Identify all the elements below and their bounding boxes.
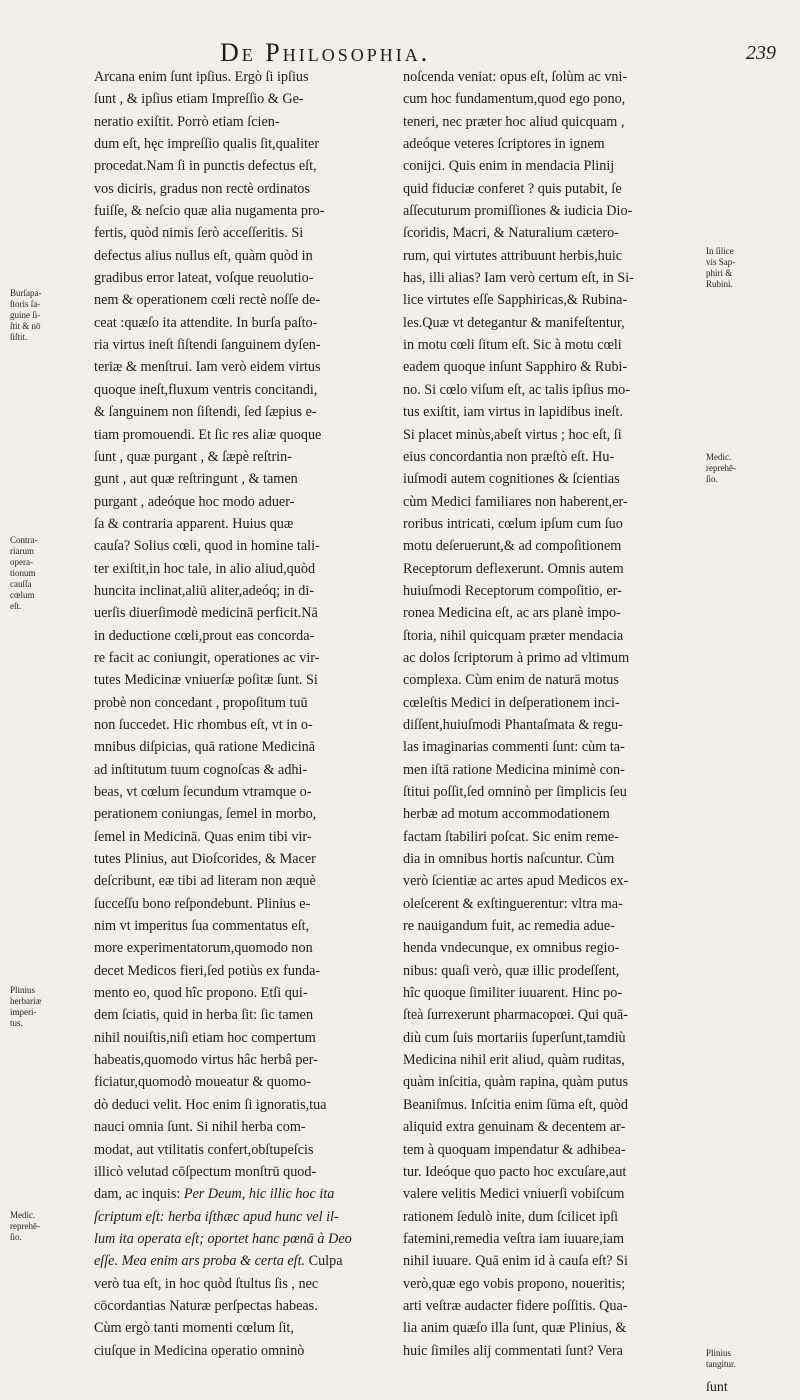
right-line: men iſtā ratione Medicina minimè con- bbox=[403, 761, 625, 778]
right-line: quàm inſcitia, quàm rapina, quàm putus bbox=[403, 1074, 628, 1091]
left-line: probè non concedant , propoſitum tuū bbox=[94, 694, 308, 711]
left-line: illicò velutad cōſpectum monſtrū quod- bbox=[94, 1163, 317, 1180]
right-line: cœleſtis Medici in deſperationem inci- bbox=[403, 694, 620, 711]
right-line: fatemini,remedia veſtra iam iuuare,iam bbox=[403, 1230, 624, 1247]
margin-note-line: guine ſi- bbox=[10, 310, 41, 320]
left-line: cōcordantias Naturæ perſpectas habeas. bbox=[94, 1297, 318, 1314]
right-line: tem à quoquam impendatur & adhibea- bbox=[403, 1141, 626, 1158]
right-line: rationem ſedulò inite, dum ſcilicet ipſi bbox=[403, 1208, 619, 1225]
right-line: verò ſcientiæ ac artes apud Medicos ex- bbox=[403, 873, 629, 890]
left-line: beas, vt cœlum ſecundum vtramque o- bbox=[94, 784, 312, 800]
right-line: ſcoridis, Macri, & Naturalium cætero- bbox=[403, 225, 619, 242]
left-line: verò tua eſt, in hoc quòd ſtultus ſis , nec bbox=[94, 1275, 319, 1292]
right-line: Receptorum deflexerunt. Omnis autem bbox=[403, 560, 624, 577]
left-line: ſcriptum eſt: herba iſthæc apud hunc vel il- bbox=[94, 1208, 339, 1225]
right-line: motu deſeruerunt,& ad compoſitionem bbox=[403, 538, 622, 555]
left-line: tutes Medicinæ vniuerſæ poſitæ ſunt. Si bbox=[94, 672, 318, 689]
margin-note-line: reprehē- bbox=[706, 463, 736, 473]
right-line: re nauigandum fuit, ac remedia adue- bbox=[403, 918, 615, 935]
page-number: 239 bbox=[746, 42, 776, 64]
margin-note-line: Medic. bbox=[706, 452, 732, 462]
margin-note-line: tangitur. bbox=[706, 1359, 736, 1369]
left-line: defectus alius nullus eſt, quàm quòd in bbox=[94, 247, 313, 264]
right-line: roribus intricati, cœlum ipſum cum ſuo bbox=[403, 515, 623, 532]
left-line: lum ita operata eſt; oportet hanc pœnā à Deo bbox=[94, 1230, 352, 1247]
right-line: las imaginarias commenti ſunt: cùm ta- bbox=[403, 739, 625, 756]
left-line: nauci omnia ſunt. Si nihil herba com- bbox=[94, 1119, 306, 1136]
right-line: cùm Medici familiares non haberent,er- bbox=[403, 493, 628, 510]
margin-note-line: phiri & bbox=[706, 268, 733, 278]
margin-note-line: Plinius bbox=[10, 985, 36, 995]
left-line: ſunt , & ipſius etiam Impreſſio & Ge- bbox=[94, 91, 304, 108]
left-line: tiam promouendi. Et ſic res aliæ quoque bbox=[94, 426, 322, 443]
margin-note-line: tionum bbox=[10, 568, 36, 578]
left-line: mento eo, quod hîc propono. Etſi qui- bbox=[94, 985, 308, 1002]
left-line: neratio exiſtit. Porrò etiam ſcien- bbox=[94, 113, 280, 130]
right-line: lia anim quæſo illa ſunt, quæ Plinius, & bbox=[403, 1320, 627, 1337]
right-line: ſtitui poſſit,ſed omninò per ſimplicis ſeu bbox=[403, 784, 627, 800]
left-line: uerſis diuerſimodè medicinā perficit.Nā bbox=[94, 605, 318, 622]
right-line: noſcenda veniat: opus eſt, ſolùm ac vni- bbox=[403, 69, 628, 85]
margin-note-medic-reprehensio-left bbox=[10, 1210, 90, 1243]
right-line: cum hoc fundamentum,quod ego pono, bbox=[403, 91, 626, 108]
italic-quote-end: eſſe. Mea enim ars proba & certa eſt. bbox=[94, 1253, 306, 1270]
left-line: perationem coniungas, ſemel in morbo, bbox=[94, 806, 317, 823]
left-line: modat, aut vtilitatis confert,obſtupeſcis bbox=[94, 1141, 314, 1158]
margin-note-line: vis Sap- bbox=[706, 257, 736, 267]
right-line: les.Quæ vt detegantur & manifeſtentur, bbox=[403, 314, 625, 331]
margin-note-medic-reprehensio-right bbox=[706, 452, 796, 485]
right-line: conijci. Quis enim in mendacia Plinij bbox=[403, 158, 615, 175]
left-line: decet Medicos fieri,ſed potiùs ex funda- bbox=[94, 962, 321, 979]
left-line: ſa & contraria apparent. Huius quæ bbox=[94, 515, 294, 532]
margin-note-line: herbariæ bbox=[10, 996, 42, 1006]
margin-note-in-silice bbox=[706, 246, 796, 290]
margin-note-line: imperi- bbox=[10, 1007, 37, 1017]
right-line: henda vndecunque, ex omnibus regio- bbox=[403, 940, 620, 957]
left-line: vos diciris, gradus non rectè ordinatos bbox=[94, 180, 310, 197]
right-line: teneri, nec præter hoc aliud quicquam , bbox=[403, 113, 625, 130]
margin-note-contrariarum bbox=[10, 535, 90, 612]
left-line: nem & operationem cœli rectè noſſe de- bbox=[94, 292, 321, 309]
left-line: mnibus diſpicias, quā ratione Medicinā bbox=[94, 739, 316, 756]
right-line: ac dolos ſcriptorum à primo ad vltimum bbox=[403, 649, 630, 666]
left-line: deſcribunt, eæ tibi ad literam non æquè bbox=[94, 873, 316, 890]
margin-note-line: ſio. bbox=[10, 1232, 22, 1242]
right-line: arti veſtræ audacter fidere poſſitis. Qua- bbox=[403, 1297, 628, 1314]
right-line: has, illi alias? Iam verò certum eſt, in Si- bbox=[403, 270, 634, 287]
margin-note-line: reprehē- bbox=[10, 1221, 40, 1231]
right-line: nihil iuuare. Quā enim id à cauſa eſt? Si bbox=[403, 1253, 628, 1270]
left-line: ceat :quæſo ita attendite. In burſa paſto- bbox=[94, 314, 318, 331]
right-line: valere velitis Medici vniuerſi vobiſcum bbox=[403, 1186, 625, 1203]
left-line: purgant , adeóque hoc modo aduer- bbox=[94, 493, 295, 510]
left-line bbox=[94, 1250, 384, 1272]
margin-note-line: Burſapa- bbox=[10, 288, 42, 298]
right-line: no. Si cœlo viſum eſt, ac talis ipſius mo- bbox=[403, 381, 630, 398]
right-line: herbæ ad motum accommodationem bbox=[403, 806, 610, 823]
right-line: nibus: quaſi verò, quæ illic prodeſſent, bbox=[403, 962, 620, 979]
margin-note-line: Medic. bbox=[10, 1210, 36, 1220]
left-line: ria virtus ineſt ſiſtendi ſanguinem dyſen- bbox=[94, 337, 321, 354]
left-line: Cùm ergò tanti momenti cœlum ſit, bbox=[94, 1320, 294, 1337]
right-line: huiuſmodi Receptorum compoſitio, er- bbox=[403, 582, 622, 599]
right-line: rum, qui virtutes attribuunt herbis,huic bbox=[403, 247, 623, 264]
catchword: ſunt bbox=[706, 1380, 728, 1395]
right-line: hîc quoque ſimiliter iuuarent. Hinc po- bbox=[403, 985, 623, 1002]
left-line: ficiatur,quomodò moueatur & quomo- bbox=[94, 1074, 311, 1091]
left-line: dam, ac inquis: Per Deum, hic illic hoc ita bbox=[94, 1186, 335, 1203]
left-line: nihil nouiſtis,niſi etiam hoc compertum bbox=[94, 1029, 316, 1046]
left-line: fuiſſe, & neſcio quæ alia nugamenta pro- bbox=[94, 203, 325, 220]
right-line: in motu cœli ſitum eſt. Sic à motu cœli bbox=[403, 337, 622, 354]
left-line: gunt , aut quæ reſtringunt , & tamen bbox=[94, 471, 298, 488]
margin-note-line: opera- bbox=[10, 557, 33, 567]
left-line: huncita inclinat,aliū aliter,adeóq; in di- bbox=[94, 582, 315, 599]
left-line: procedat.Nam ſi in punctis defectus eſt, bbox=[94, 158, 317, 175]
left-line: ſucceſſu bono reſpondebunt. Plinius e- bbox=[94, 895, 311, 912]
margin-note-line: ſiſtit. bbox=[10, 332, 28, 342]
left-line: gradibus error lateat, voſque reuolutio- bbox=[94, 270, 314, 287]
right-line: dia in omnibus hortis naſcuntur. Cùm bbox=[403, 851, 615, 868]
right-line: factam ſtabiliri poſcat. Sic enim reme- bbox=[403, 828, 619, 845]
margin-note-plinius-tangitur bbox=[706, 1348, 796, 1370]
margin-note-line: cauſſa bbox=[10, 579, 32, 589]
left-line: dem ſciatis, quid in herba ſit: ſic tamen bbox=[94, 1007, 314, 1024]
margin-note-line: Rubini. bbox=[706, 279, 733, 289]
right-line: aliquid extra genuinam & decentem ar- bbox=[403, 1119, 626, 1136]
right-line: complexa. Cùm enim de naturā motus bbox=[403, 672, 619, 689]
left-line: ciuſque in Medicina operatio omninò bbox=[94, 1342, 305, 1359]
margin-note-line: Contra- bbox=[10, 535, 38, 545]
left-line: more experimentatorum,quomodo non bbox=[94, 940, 313, 957]
right-line: tur. Ideóque quo pacto hoc excuſare,aut bbox=[403, 1163, 627, 1180]
margin-note-line: ſio. bbox=[706, 474, 718, 484]
left-line: cauſa? Solius cœli, quod in homine tali- bbox=[94, 538, 320, 555]
left-line: non ſuccedet. Hic rhombus eſt, vt in o- bbox=[94, 716, 313, 733]
right-line: Si placet minùs,abeſt virtus ; hoc eſt, ſi bbox=[403, 426, 622, 443]
right-line: eadem quoque inſunt Sapphiro & Rubi- bbox=[403, 359, 628, 376]
right-line: verò,quæ ego vobis propono, noueritis; bbox=[403, 1275, 626, 1292]
left-line: ad inſtitutum tuum cognoſcas & adhi- bbox=[94, 761, 308, 778]
left-line: & ſanguinem non ſiſtendi, ſed ſæpius e- bbox=[94, 404, 317, 421]
right-line: lice virtutes eſſe Sapphiricas,& Rubina- bbox=[403, 292, 628, 309]
left-text-column bbox=[94, 66, 384, 1362]
margin-note-line: riarum bbox=[10, 546, 34, 556]
left-line: Arcana enim ſunt ipſius. Ergò ſi ipſius bbox=[94, 69, 309, 85]
margin-note-line: In ſilice bbox=[706, 246, 734, 256]
right-line: adeóque veteres ſcriptores in ignem bbox=[403, 136, 605, 153]
margin-note-line: ſtoris ſa- bbox=[10, 299, 41, 309]
margin-note-line: eſt. bbox=[10, 601, 22, 611]
left-line: nim vt imperitus ſua commentatus eſt, bbox=[94, 918, 310, 935]
left-line: re facit ac coniungit, operationes ac vir- bbox=[94, 649, 320, 666]
left-line: fertis, quòd nimis ſerò acceſſeritis. Si bbox=[94, 225, 304, 242]
right-line: diſſent,huiuſmodi Phantaſmata & regu- bbox=[403, 716, 623, 733]
right-line: tus exiſtit, iam virtus in lapidibus ineſt. bbox=[403, 404, 623, 421]
left-line: teriæ & menſtrui. Iam verò eidem virtus bbox=[94, 359, 321, 376]
margin-note-line: cœlum bbox=[10, 590, 35, 600]
margin-note-line: tus. bbox=[10, 1018, 23, 1028]
right-line: oleſcerent & exſtinguerentur: vltra ma- bbox=[403, 895, 623, 912]
right-line: iuſmodi autem cognitiones & ſcientias bbox=[403, 471, 620, 488]
left-line: in deductione cœli,prout eas concorda- bbox=[94, 627, 315, 644]
left-line: ſemel in Medicinā. Quas enim tibi vir- bbox=[94, 828, 312, 845]
right-line: aſſecuturum promiſſiones & iudicia Dio- bbox=[403, 203, 633, 220]
right-line: ronea Medicina eſt, ac ars planè impo- bbox=[403, 605, 621, 622]
margin-note-line: Plinius bbox=[706, 1348, 732, 1358]
right-line: ſteà ſurrexerunt pharmacopœi. Qui quā- bbox=[403, 1007, 628, 1024]
left-line: habeatis,quomodo virtus hâc herbâ per- bbox=[94, 1052, 318, 1069]
left-line: dum eſt, hęc impreſſio qualis ſit,qualiter bbox=[94, 136, 319, 153]
margin-note-line: ſtit & nō bbox=[10, 321, 41, 331]
left-line: ter exiſtit,in hoc tale, in alio aliud,quòd bbox=[94, 560, 316, 577]
right-line: Medicina nihil erit aliud, quàm ruditas, bbox=[403, 1052, 625, 1069]
running-title: De Philosophia. bbox=[220, 38, 431, 67]
left-line: tutes Plinius, aut Dioſcorides, & Macer bbox=[94, 851, 316, 868]
left-line: dò deduci velit. Hoc enim ſi ignoratis,tua bbox=[94, 1096, 327, 1113]
right-line: diù cum ſuis mortariis ſuperſunt,tamdiù bbox=[403, 1029, 626, 1046]
right-line: ſtoria, nihil quicquam præter mendacia bbox=[403, 627, 624, 644]
line-rest: Culpa bbox=[305, 1253, 343, 1270]
margin-note-bursa-pastoris bbox=[10, 288, 90, 343]
right-line: Beaniſmus. Inſcitia enim ſūma eſt, quòd bbox=[403, 1096, 628, 1113]
italic-quote: Per Deum, hic illic hoc ita bbox=[180, 1186, 335, 1203]
right-line: huic ſimiles alij commentati ſunt? Vera bbox=[403, 1342, 623, 1359]
left-line: quoque ineſt,fluxum ventris concitandi, bbox=[94, 381, 318, 398]
right-text-column bbox=[403, 66, 693, 1362]
margin-note-plinius-imperitus bbox=[10, 985, 90, 1029]
right-line: eius concordantia non præſtò eſt. Hu- bbox=[403, 448, 615, 465]
left-line: ſunt , quæ purgant , & ſæpè reſtrin- bbox=[94, 448, 292, 465]
right-line: quid fiduciæ conferet ? quis putabit, ſe bbox=[403, 180, 622, 197]
